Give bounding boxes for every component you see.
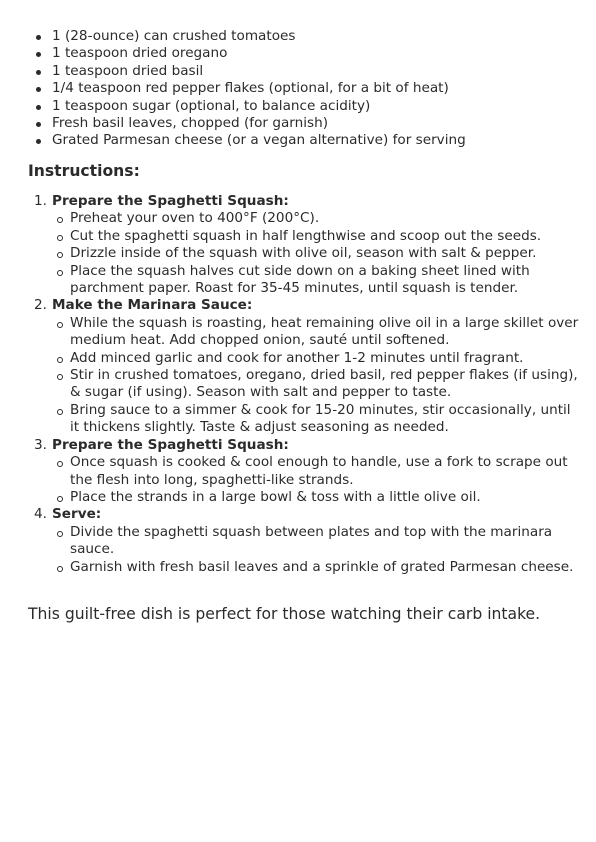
instructions-heading: Instructions:: [28, 162, 140, 180]
step-4: [34, 506, 579, 576]
step-substeps: [34, 315, 579, 437]
substep-item: Place the squash halves cut side down on a baking sheet lined with parchment paper. Roast for 35-45 minutes, until squash is tender.: [70, 263, 579, 298]
step-label: Make the Marinara Sauce:: [52, 297, 253, 314]
substep-item: Stir in crushed tomatoes, oregano, dried basil, red pepper flakes (if using), & sugar (if using). Season with salt and pepper to taste.: [70, 367, 578, 401]
step-label: Prepare the Spaghetti Squash:: [52, 193, 289, 209]
step-title: [34, 506, 579, 523]
step-3: [34, 437, 579, 507]
step-title: [34, 193, 579, 210]
ingredient-list: [36, 28, 576, 150]
substep-item: Add minced garlic and cook for another 1-2 minutes until fragrant.: [70, 350, 579, 367]
instruction-steps: [34, 193, 579, 576]
step-title: [34, 297, 579, 314]
step-label: Serve:: [52, 506, 102, 523]
substep-item: While the squash is roasting, heat remaining olive oil in a large skillet over medium heat. Add chopped onion, sauté until softened.: [70, 314, 579, 349]
step-number: 4.: [34, 506, 47, 523]
substep-item: Cut the spaghetti squash in half lengthwise and scoop out the seeds.: [70, 228, 579, 245]
ingredient-item: 1 (28-ounce) can crushed tomatoes: [36, 28, 576, 45]
ingredient-item: 1/4 teaspoon red pepper flakes (optional, for a bit of heat): [36, 80, 576, 97]
ingredient-item: 1 teaspoon dried basil: [36, 63, 576, 80]
substep-item: Drizzle inside of the squash with olive oil, season with salt & pepper.: [70, 245, 579, 262]
step-number: 1.: [34, 193, 47, 209]
ingredient-item: Grated Parmesan cheese (or a vegan alternative) for serving: [36, 132, 576, 149]
substep-item: Bring sauce to a simmer & cook for 15-20 minutes, stir occasionally, until it thickens slightly. Taste & adjust seasoning as needed.: [70, 402, 579, 437]
substep-item: Divide the spaghetti squash between plates and top with the marinara sauce.: [70, 524, 579, 559]
step-number: 3.: [34, 436, 47, 453]
step-substeps: [34, 454, 579, 506]
substep-item: Once squash is cooked & cool enough to handle, use a fork to scrape out the flesh into long, spaghetti-like strands.: [70, 454, 579, 489]
step-number: 2.: [34, 297, 47, 314]
ingredient-item: 1 teaspoon sugar (optional, to balance acidity): [36, 98, 576, 115]
step-1: [34, 193, 579, 297]
step-substeps: [34, 210, 579, 297]
substep-item: Place the strands in a large bowl & toss with a little olive oil.: [70, 489, 579, 506]
step-label: Prepare the Spaghetti Squash:: [52, 436, 289, 453]
closing-note: This guilt-free dish is perfect for those watching their carb intake.: [28, 605, 541, 623]
step-2: [34, 297, 579, 436]
substep-item: Preheat your oven to 400°F (200°C).: [70, 210, 579, 227]
step-title: [34, 437, 579, 454]
ingredient-item: 1 teaspoon dried oregano: [36, 45, 576, 62]
ingredient-item: Fresh basil leaves, chopped (for garnish): [36, 115, 576, 132]
substep-item: Garnish with fresh basil leaves and a sprinkle of grated Parmesan cheese.: [70, 559, 579, 576]
step-substeps: [34, 524, 579, 576]
